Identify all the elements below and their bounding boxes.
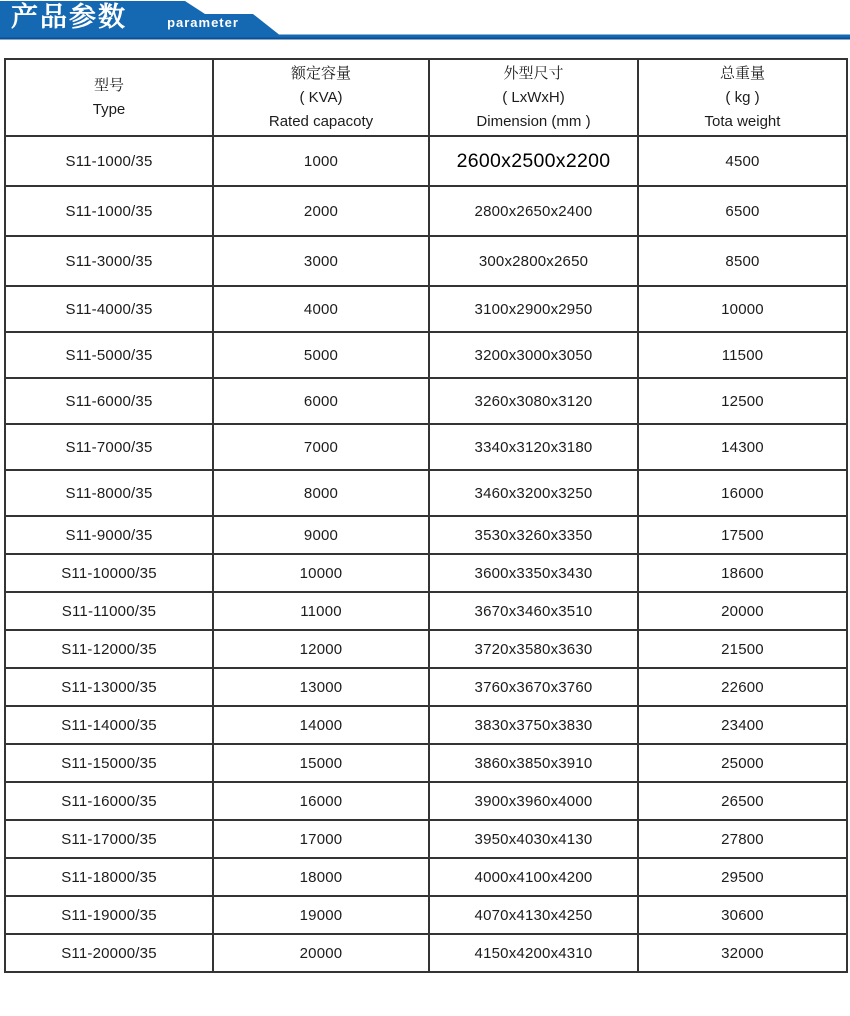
dimension-cell: 3720x3580x3630 [429, 630, 638, 668]
model-cell: S11-3000/35 [5, 236, 213, 286]
dimension-cell: 3340x3120x3180 [429, 424, 638, 470]
rated-capacity-cell: 4000 [213, 286, 429, 332]
table-row [5, 286, 847, 332]
table-row [5, 934, 847, 972]
rated-capacity-cell: 17000 [213, 820, 429, 858]
rated-capacity-cell: 3000 [213, 236, 429, 286]
table-row [5, 668, 847, 706]
table-header [5, 59, 847, 136]
table-row [5, 630, 847, 668]
dimension-cell: 300x2800x2650 [429, 236, 638, 286]
total-weight-cell: 27800 [638, 820, 847, 858]
dimension-cell: 4070x4130x4250 [429, 896, 638, 934]
rated-capacity-cell: 14000 [213, 706, 429, 744]
rated-capacity-cell: 10000 [213, 554, 429, 592]
table-row [5, 136, 847, 186]
header-line: ( KVA) [299, 88, 343, 106]
model-cell: S11-13000/35 [5, 668, 213, 706]
model-cell: S11-1000/35 [5, 186, 213, 236]
dimension-cell: 3460x3200x3250 [429, 470, 638, 516]
col-header-type [5, 59, 213, 136]
header-line: Type [92, 100, 126, 118]
table-row [5, 236, 847, 286]
model-cell: S11-7000/35 [5, 424, 213, 470]
header-line: 型号 [93, 76, 124, 94]
model-cell: S11-11000/35 [5, 592, 213, 630]
model-cell: S11-5000/35 [5, 332, 213, 378]
model-cell: S11-17000/35 [5, 820, 213, 858]
model-cell: S11-18000/35 [5, 858, 213, 896]
header-line: Dimension (mm ) [476, 112, 591, 130]
table-row [5, 470, 847, 516]
model-cell: S11-20000/35 [5, 934, 213, 972]
table-row [5, 378, 847, 424]
total-weight-cell: 8500 [638, 236, 847, 286]
total-weight-cell: 4500 [638, 136, 847, 186]
model-cell: S11-14000/35 [5, 706, 213, 744]
total-weight-cell: 16000 [638, 470, 847, 516]
parameters-table [4, 58, 848, 973]
total-weight-cell: 20000 [638, 592, 847, 630]
dimension-cell: 3200x3000x3050 [429, 332, 638, 378]
total-weight-cell: 25000 [638, 744, 847, 782]
model-cell: S11-19000/35 [5, 896, 213, 934]
dimension-cell: 2600x2500x2200 [429, 136, 638, 186]
table-row [5, 424, 847, 470]
header-line: 总重量 [719, 64, 765, 82]
model-cell: S11-10000/35 [5, 554, 213, 592]
model-cell: S11-4000/35 [5, 286, 213, 332]
col-header-total-weight [638, 59, 847, 136]
model-cell: S11-6000/35 [5, 378, 213, 424]
model-cell: S11-12000/35 [5, 630, 213, 668]
model-cell: S11-9000/35 [5, 516, 213, 554]
rated-capacity-cell: 15000 [213, 744, 429, 782]
dimension-cell: 2800x2650x2400 [429, 186, 638, 236]
total-weight-cell: 29500 [638, 858, 847, 896]
dimension-cell: 3830x3750x3830 [429, 706, 638, 744]
model-cell: S11-1000/35 [5, 136, 213, 186]
dimension-cell: 3860x3850x3910 [429, 744, 638, 782]
banner-shape [0, 1, 850, 40]
table-row [5, 820, 847, 858]
total-weight-cell: 21500 [638, 630, 847, 668]
rated-capacity-cell: 2000 [213, 186, 429, 236]
rated-capacity-cell: 13000 [213, 668, 429, 706]
total-weight-cell: 11500 [638, 332, 847, 378]
col-header-dimension [429, 59, 638, 136]
rated-capacity-cell: 20000 [213, 934, 429, 972]
total-weight-cell: 10000 [638, 286, 847, 332]
table-row [5, 554, 847, 592]
total-weight-cell: 14300 [638, 424, 847, 470]
rated-capacity-cell: 19000 [213, 896, 429, 934]
banner-title: 产品参数 [11, 2, 127, 32]
table-row [5, 592, 847, 630]
total-weight-cell: 30600 [638, 896, 847, 934]
table-row [5, 858, 847, 896]
total-weight-cell: 32000 [638, 934, 847, 972]
header-line: ( LxWxH) [502, 88, 565, 106]
rated-capacity-cell: 7000 [213, 424, 429, 470]
dimension-cell: 3760x3670x3760 [429, 668, 638, 706]
header-line: 外型尺寸 [503, 64, 564, 82]
model-cell: S11-8000/35 [5, 470, 213, 516]
total-weight-cell: 17500 [638, 516, 847, 554]
dimension-cell: 3260x3080x3120 [429, 378, 638, 424]
dimension-cell: 3530x3260x3350 [429, 516, 638, 554]
header-row [5, 59, 847, 136]
col-header-rated-capacity [213, 59, 429, 136]
rated-capacity-cell: 12000 [213, 630, 429, 668]
table-row [5, 186, 847, 236]
total-weight-cell: 26500 [638, 782, 847, 820]
rated-capacity-cell: 18000 [213, 858, 429, 896]
rated-capacity-cell: 6000 [213, 378, 429, 424]
dimension-cell: 3100x2900x2950 [429, 286, 638, 332]
total-weight-cell: 23400 [638, 706, 847, 744]
table-row [5, 744, 847, 782]
dimension-cell: 4150x4200x4310 [429, 934, 638, 972]
rated-capacity-cell: 11000 [213, 592, 429, 630]
total-weight-cell: 12500 [638, 378, 847, 424]
table-row [5, 332, 847, 378]
model-cell: S11-15000/35 [5, 744, 213, 782]
dimension-cell: 3600x3350x3430 [429, 554, 638, 592]
dimension-cell: 4000x4100x4200 [429, 858, 638, 896]
rated-capacity-cell: 8000 [213, 470, 429, 516]
total-weight-cell: 6500 [638, 186, 847, 236]
rated-capacity-cell: 9000 [213, 516, 429, 554]
table-body [5, 136, 847, 972]
total-weight-cell: 22600 [638, 668, 847, 706]
table-row [5, 782, 847, 820]
header-line: Tota weight [704, 112, 781, 130]
banner-ribbon-shape [0, 0, 850, 40]
banner-bottom-edge [0, 38, 850, 40]
rated-capacity-cell: 1000 [213, 136, 429, 186]
table-row [5, 896, 847, 934]
banner-subtitle: parameter [167, 15, 239, 30]
dimension-cell: 3900x3960x4000 [429, 782, 638, 820]
header-line: 额定容量 [290, 64, 351, 82]
dimension-cell: 3950x4030x4130 [429, 820, 638, 858]
header-line: ( kg ) [725, 88, 760, 106]
total-weight-cell: 18600 [638, 554, 847, 592]
section-banner [0, 0, 850, 40]
header-line: Rated capacoty [268, 112, 374, 130]
dimension-cell: 3670x3460x3510 [429, 592, 638, 630]
table-row [5, 706, 847, 744]
table-row [5, 516, 847, 554]
rated-capacity-cell: 16000 [213, 782, 429, 820]
model-cell: S11-16000/35 [5, 782, 213, 820]
rated-capacity-cell: 5000 [213, 332, 429, 378]
